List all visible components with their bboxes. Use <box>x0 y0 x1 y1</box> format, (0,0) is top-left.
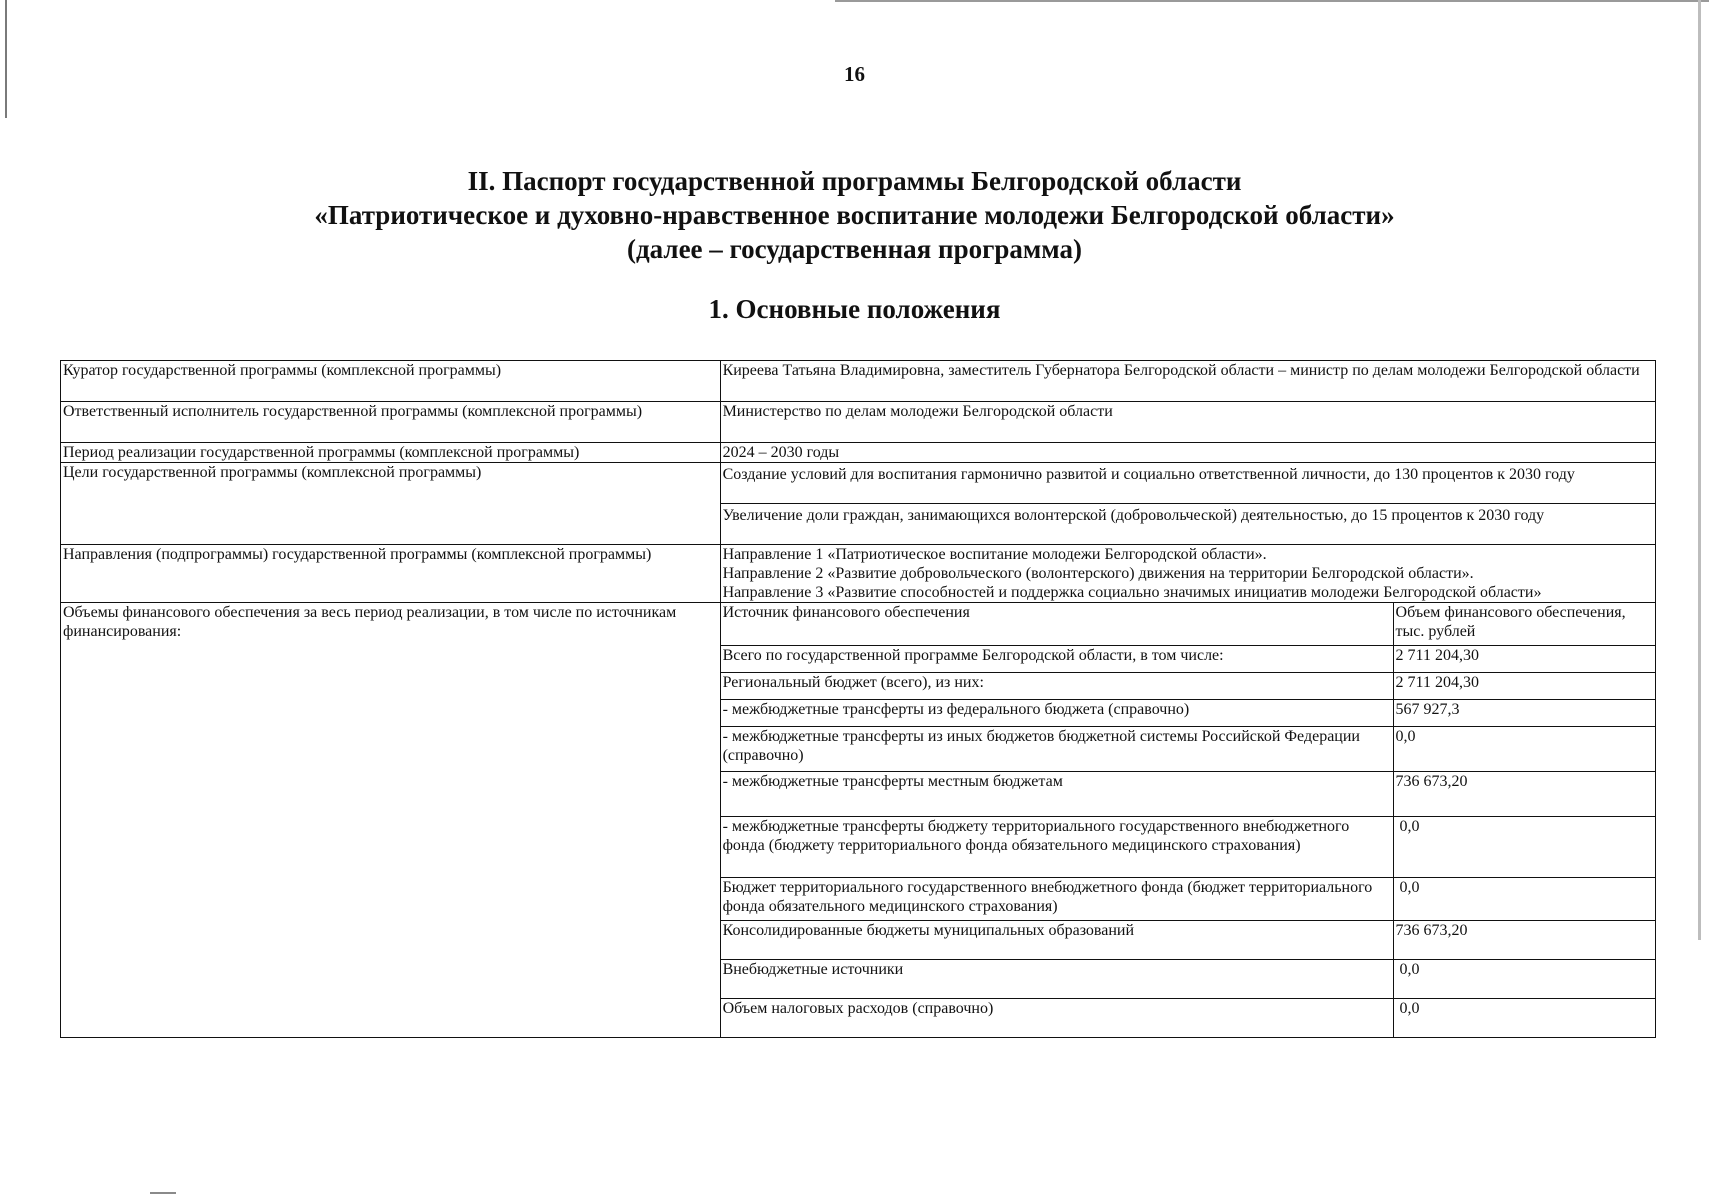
section-title: 1. Основные положения <box>708 294 1001 324</box>
heading-line-2: «Патриотическое и духовно-нравственное воспитание молодежи Белгородской области» <box>314 200 1395 230</box>
table-row-goals <box>61 463 1656 545</box>
financing-row-volume: 0,0 <box>1393 727 1655 772</box>
goal-item-1: Создание условий для воспитания гармонично развитой и социально ответственной личности, до 130 процентов к 2030 году <box>721 463 1655 504</box>
scan-mark-bottom <box>150 1192 176 1194</box>
financing-row-volume: 736 673,20 <box>1393 921 1655 960</box>
financing-row <box>721 700 1655 727</box>
financing-value <box>720 603 1655 1038</box>
passport-table <box>60 360 1656 1038</box>
table-row-financing <box>61 603 1656 1038</box>
financing-row-volume: 0,0 <box>1399 1000 1420 1017</box>
executor-value: Министерство по делам молодежи Белгородской области <box>720 402 1655 443</box>
document-heading <box>0 164 1709 266</box>
goals-label: Цели государственной программы (комплексной программы) <box>61 463 721 545</box>
financing-row <box>721 960 1655 999</box>
table-row-curator <box>61 361 1656 402</box>
financing-row-volume: 0,0 <box>1393 817 1655 878</box>
table-row-directions <box>61 545 1656 603</box>
financing-table <box>721 603 1655 1037</box>
financing-row <box>721 921 1655 960</box>
financing-row-volume: 736 673,20 <box>1393 772 1655 817</box>
financing-row-source: - межбюджетные трансферты из федерального бюджета (справочно) <box>721 700 1393 727</box>
period-value: 2024 – 2030 годы <box>720 443 1655 463</box>
financing-row <box>721 817 1655 878</box>
financing-row-source: Бюджет территориального государственного внебюджетного фонда (бюджет территориального фонда обязательного медицинского страхования) <box>721 878 1393 921</box>
financing-header-volume: Объем финансового обеспечения, тыс. рублей <box>1393 603 1655 646</box>
scan-edge-left <box>5 0 7 118</box>
table-row-period <box>61 443 1656 463</box>
financing-row <box>721 646 1655 673</box>
heading-line-1: II. Паспорт государственной программы Белгородской области <box>467 166 1242 196</box>
page-number: 16 <box>844 62 865 86</box>
curator-value: Киреева Татьяна Владимировна, заместитель Губернатора Белгородской области – министр по делам молодежи Белгородской области <box>720 361 1655 402</box>
financing-row-volume: 0,0 <box>1393 960 1655 999</box>
curator-label: Куратор государственной программы (комплексной программы) <box>61 361 721 402</box>
financing-row-source: Всего по государственной программе Белгородской области, в том числе: <box>721 646 1393 673</box>
goals-value <box>720 463 1655 545</box>
directions-label: Направления (подпрограммы) государственной программы (комплексной программы) <box>61 545 721 603</box>
financing-row-source: Объем налоговых расходов (справочно) <box>721 999 1393 1038</box>
financing-row-source: - межбюджетные трансферты местным бюджетам <box>721 772 1393 817</box>
direction-item-3: Направление 3 «Развитие способностей и поддержка социально значимых инициатив молодежи Белгородской области» <box>722 584 1542 601</box>
heading-line-3: (далее – государственная программа) <box>627 234 1082 264</box>
financing-header-row <box>721 603 1655 646</box>
period-label: Период реализации государственной программы (комплексной программы) <box>61 443 721 463</box>
financing-label: Объемы финансового обеспечения за весь период реализации, в том числе по источникам финансирования: <box>61 603 721 1038</box>
direction-item-1: Направление 1 «Патриотическое воспитание молодежи Белгородской области». <box>722 546 1267 563</box>
financing-row-source: Внебюджетные источники <box>721 960 1393 999</box>
financing-row <box>721 673 1655 700</box>
financing-row-volume: 567 927,3 <box>1393 700 1655 727</box>
financing-row-source: Консолидированные бюджеты муниципальных образований <box>721 921 1393 960</box>
directions-value <box>720 545 1655 603</box>
financing-row-source: - межбюджетные трансферты бюджету территориального государственного внебюджетного фонда (бюджету территориального фонда обязательного медицинского страхования) <box>721 817 1393 878</box>
financing-row <box>721 727 1655 772</box>
financing-row-volume: 2 711 204,30 <box>1393 673 1655 700</box>
goal-item-2: Увеличение доли граждан, занимающихся волонтерской (добровольческой) деятельностью, до 15 процентов к 2030 году <box>722 507 1545 524</box>
financing-row <box>721 999 1655 1038</box>
financing-row <box>721 878 1655 921</box>
executor-label: Ответственный исполнитель государственной программы (комплексной программы) <box>61 402 721 443</box>
financing-row-source: Региональный бюджет (всего), из них: <box>721 673 1393 700</box>
financing-header-source: Источник финансового обеспечения <box>721 603 1393 646</box>
table-row-executor <box>61 402 1656 443</box>
scan-edge-top <box>835 0 1709 2</box>
financing-row-source: - межбюджетные трансферты из иных бюджетов бюджетной системы Российской Федерации (справочно) <box>721 727 1393 772</box>
direction-item-2: Направление 2 «Развитие добровольческого (волонтерского) движения на территории Белгородской области». <box>722 565 1474 582</box>
financing-row-volume: 2 711 204,30 <box>1393 646 1655 673</box>
scan-edge-right <box>1698 0 1701 940</box>
financing-row <box>721 772 1655 817</box>
financing-row-volume: 0,0 <box>1393 878 1655 921</box>
